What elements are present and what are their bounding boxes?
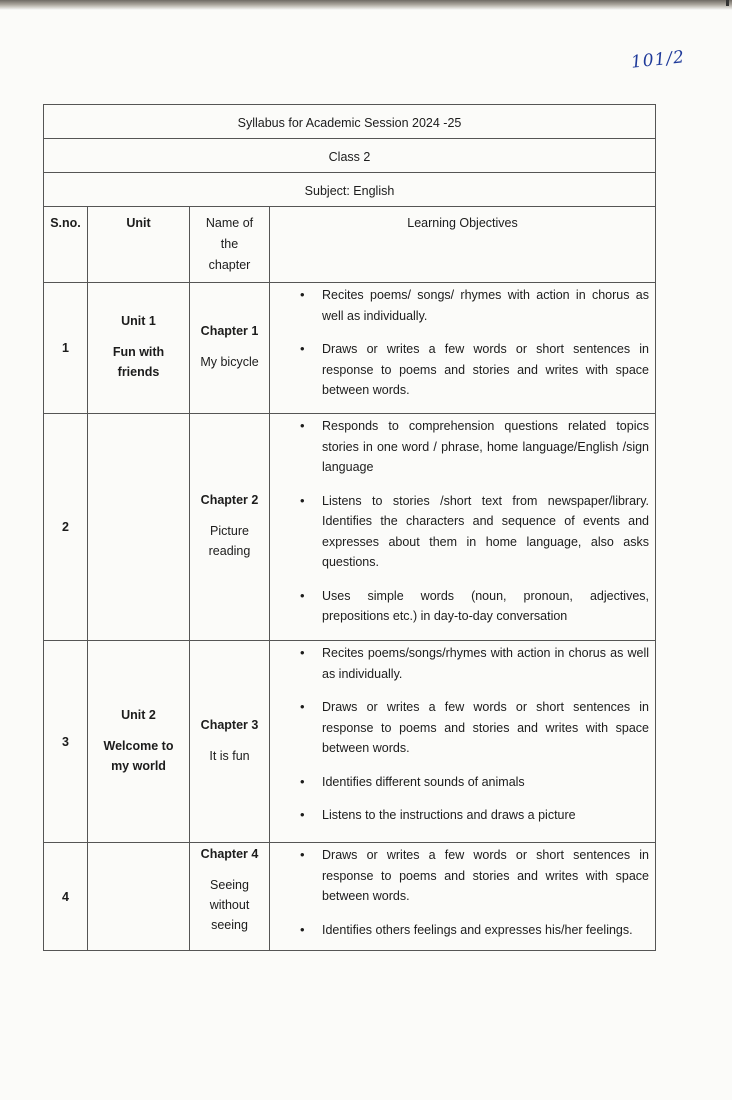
row-1-chapter-number: Chapter 1 <box>200 324 259 338</box>
table-row <box>44 283 656 414</box>
row-4-chapter-title-l1: Seeing <box>210 878 249 892</box>
class-row <box>44 139 656 173</box>
row-2-unit <box>88 414 190 641</box>
list-item: • Recites poems/songs/rhymes with action in chorus as well as individually. <box>270 643 649 684</box>
row-2-chapter-number: Chapter 2 <box>200 493 259 507</box>
list-item: • Recites poems/ songs/ rhymes with action in chorus as well as individually. <box>270 285 649 326</box>
row-1-chapter-title: My bicycle <box>200 355 259 369</box>
header-sno: S.no. <box>44 207 88 283</box>
header-row <box>44 207 656 283</box>
row-3-sno: 3 <box>44 641 88 843</box>
subject-row <box>44 173 656 207</box>
header-chapter-l3: chapter <box>208 258 251 272</box>
title-cell <box>44 105 656 139</box>
scan-top-edge <box>0 0 732 10</box>
row-1-unit-title-l2: friends <box>117 365 160 379</box>
list-item: • Listens to stories /short text from newspaper/library. Identifies the characters and sequence of events and expresses about them in home language, also asks questions. <box>270 491 649 573</box>
handwritten-page-number: 101/2 <box>630 47 686 73</box>
header-objectives: Learning Objectives <box>270 207 656 283</box>
row-3-objectives <box>270 641 656 843</box>
row-4-chapter <box>190 843 270 951</box>
header-chapter-l2: the <box>220 237 239 251</box>
row-1-unit <box>88 283 190 414</box>
row-2-chapter-title-l1: Picture <box>210 524 249 538</box>
list-item: • Identifies different sounds of animals <box>270 772 649 793</box>
subject-label: Subject: English <box>304 183 395 198</box>
row-4-unit <box>88 843 190 951</box>
row-4-chapter-title-l2: without <box>209 898 250 912</box>
row-1-sno: 1 <box>44 283 88 414</box>
row-1-unit-title-l1: Fun with <box>112 345 165 359</box>
list-item: • Responds to comprehension questions related topics stories in one word / phrase, home language/English /sign language <box>270 416 649 478</box>
row-4-sno: 4 <box>44 843 88 951</box>
row-2-objectives <box>270 414 656 641</box>
table-row <box>44 641 656 843</box>
row-3-unit-title-l2: my world <box>111 758 166 773</box>
scan-corner-mark <box>726 0 729 6</box>
list-item: • Listens to the instructions and draws a picture <box>270 805 649 826</box>
row-1-objectives <box>270 283 656 414</box>
document-title: Syllabus for Academic Session 2024 -25 <box>237 115 462 130</box>
header-chapter <box>190 207 270 283</box>
row-4-chapter-title-l3: seeing <box>211 918 248 932</box>
table-row <box>44 843 656 951</box>
row-3-chapter-number: Chapter 3 <box>200 717 259 732</box>
row-3-unit <box>88 641 190 843</box>
list-item: • Uses simple words (noun, pronoun, adjectives, prepositions etc.) in day-to-day conversation <box>270 586 649 627</box>
row-3-unit-name: Unit 2 <box>121 707 156 722</box>
title-row <box>44 105 656 139</box>
list-item: • Identifies others feelings and expresses his/her feelings. <box>270 920 649 941</box>
class-cell <box>44 139 656 173</box>
list-item: • Draws or writes a few words or short sentences in response to poems and stories and writes with space between words. <box>270 845 649 907</box>
subject-cell <box>44 173 656 207</box>
row-2-sno: 2 <box>44 414 88 641</box>
row-3-chapter-title: It is fun <box>209 748 250 763</box>
row-1-chapter <box>190 283 270 414</box>
row-3-chapter <box>190 641 270 843</box>
header-chapter-l1: Name of <box>205 216 254 230</box>
class-label: Class 2 <box>328 149 371 164</box>
row-2-chapter-title-l2: reading <box>208 544 251 558</box>
list-item: • Draws or writes a few words or short sentences in response to poems and stories and writes with space between words. <box>270 697 649 759</box>
table-row <box>44 414 656 641</box>
syllabus-table <box>43 104 656 951</box>
list-item: • Draws or writes a few words or short sentences in response to poems and stories and writes with space between words. <box>270 339 649 401</box>
row-2-chapter <box>190 414 270 641</box>
row-4-objectives <box>270 843 656 951</box>
row-3-unit-title-l1: Welcome to <box>103 738 174 753</box>
row-4-chapter-number: Chapter 4 <box>200 847 259 861</box>
header-unit: Unit <box>88 207 190 283</box>
row-1-unit-name: Unit 1 <box>121 314 156 328</box>
